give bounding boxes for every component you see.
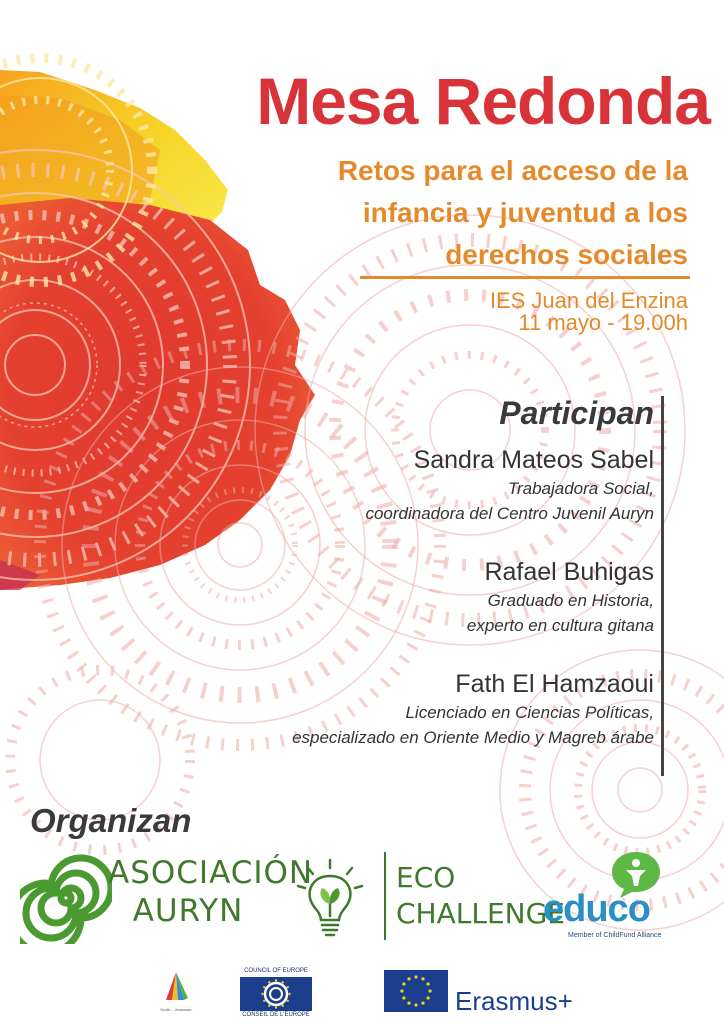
council-of-europe-flag bbox=[240, 977, 312, 1011]
participant-role: Trabajadora Social, bbox=[507, 479, 654, 498]
lightbulb-icon bbox=[294, 858, 366, 940]
participant-name: Fath El Hamzaoui bbox=[455, 670, 654, 698]
eco-line: ECO bbox=[396, 861, 456, 894]
event-venue-and-date bbox=[490, 290, 688, 334]
organizers-heading: Organizan bbox=[30, 802, 192, 839]
participants-divider bbox=[661, 396, 664, 776]
auryn-spiral-logo bbox=[20, 852, 112, 944]
participants-heading: Participan bbox=[499, 395, 654, 431]
event-datetime: 11 mayo - 19.00h bbox=[518, 310, 688, 335]
participants-section bbox=[194, 392, 654, 750]
erasmus-logo-text: Erasmus+ bbox=[455, 986, 573, 1016]
auryn-logo-text bbox=[108, 854, 314, 930]
coe-top-text: COUNCIL OF EUROPE bbox=[244, 968, 308, 974]
participant-role: Graduado en Historia, bbox=[487, 591, 654, 610]
participant bbox=[194, 668, 654, 750]
subtitle-line: derechos sociales bbox=[445, 239, 688, 270]
eco-challenge-logo-text bbox=[396, 860, 565, 932]
participant-role: coordinadora del Centro Juvenil Auryn bbox=[365, 504, 654, 523]
educo-logo-text: educo bbox=[543, 888, 650, 930]
participant bbox=[194, 556, 654, 638]
auryn-line: ASOCIACIÓN bbox=[108, 855, 314, 891]
eu-flag bbox=[384, 970, 448, 1012]
educo-tagline: Member of ChildFund Alliance bbox=[568, 932, 662, 939]
youth-programme-logo bbox=[160, 970, 192, 1006]
auryn-line: AURYN bbox=[132, 893, 244, 929]
participant bbox=[194, 444, 654, 526]
eco-divider bbox=[384, 852, 386, 940]
participant-role: especializado en Oriente Medio y Magreb árabe bbox=[292, 728, 654, 747]
participant-name: Rafael Buhigas bbox=[484, 558, 654, 586]
subtitle-line: infancia y juventud a los bbox=[362, 197, 688, 228]
event-venue: IES Juan del Enzina bbox=[489, 288, 688, 313]
coe-bottom-text: CONSEIL DE L'EUROPE bbox=[242, 1012, 310, 1018]
event-subtitle bbox=[268, 150, 688, 276]
participant-name: Sandra Mateos Sabel bbox=[413, 446, 654, 474]
subtitle-line: Retos para el acceso de la bbox=[337, 155, 688, 186]
title-divider bbox=[360, 276, 690, 279]
participant-role: experto en cultura gitana bbox=[466, 616, 654, 635]
youth-logo-caption: Youth – Jeunesse bbox=[160, 1007, 192, 1012]
participant-role: Licenciado en Ciencias Políticas, bbox=[405, 703, 654, 722]
event-title: Mesa Redonda bbox=[256, 64, 710, 138]
eco-line: CHALLENGE bbox=[396, 897, 565, 930]
